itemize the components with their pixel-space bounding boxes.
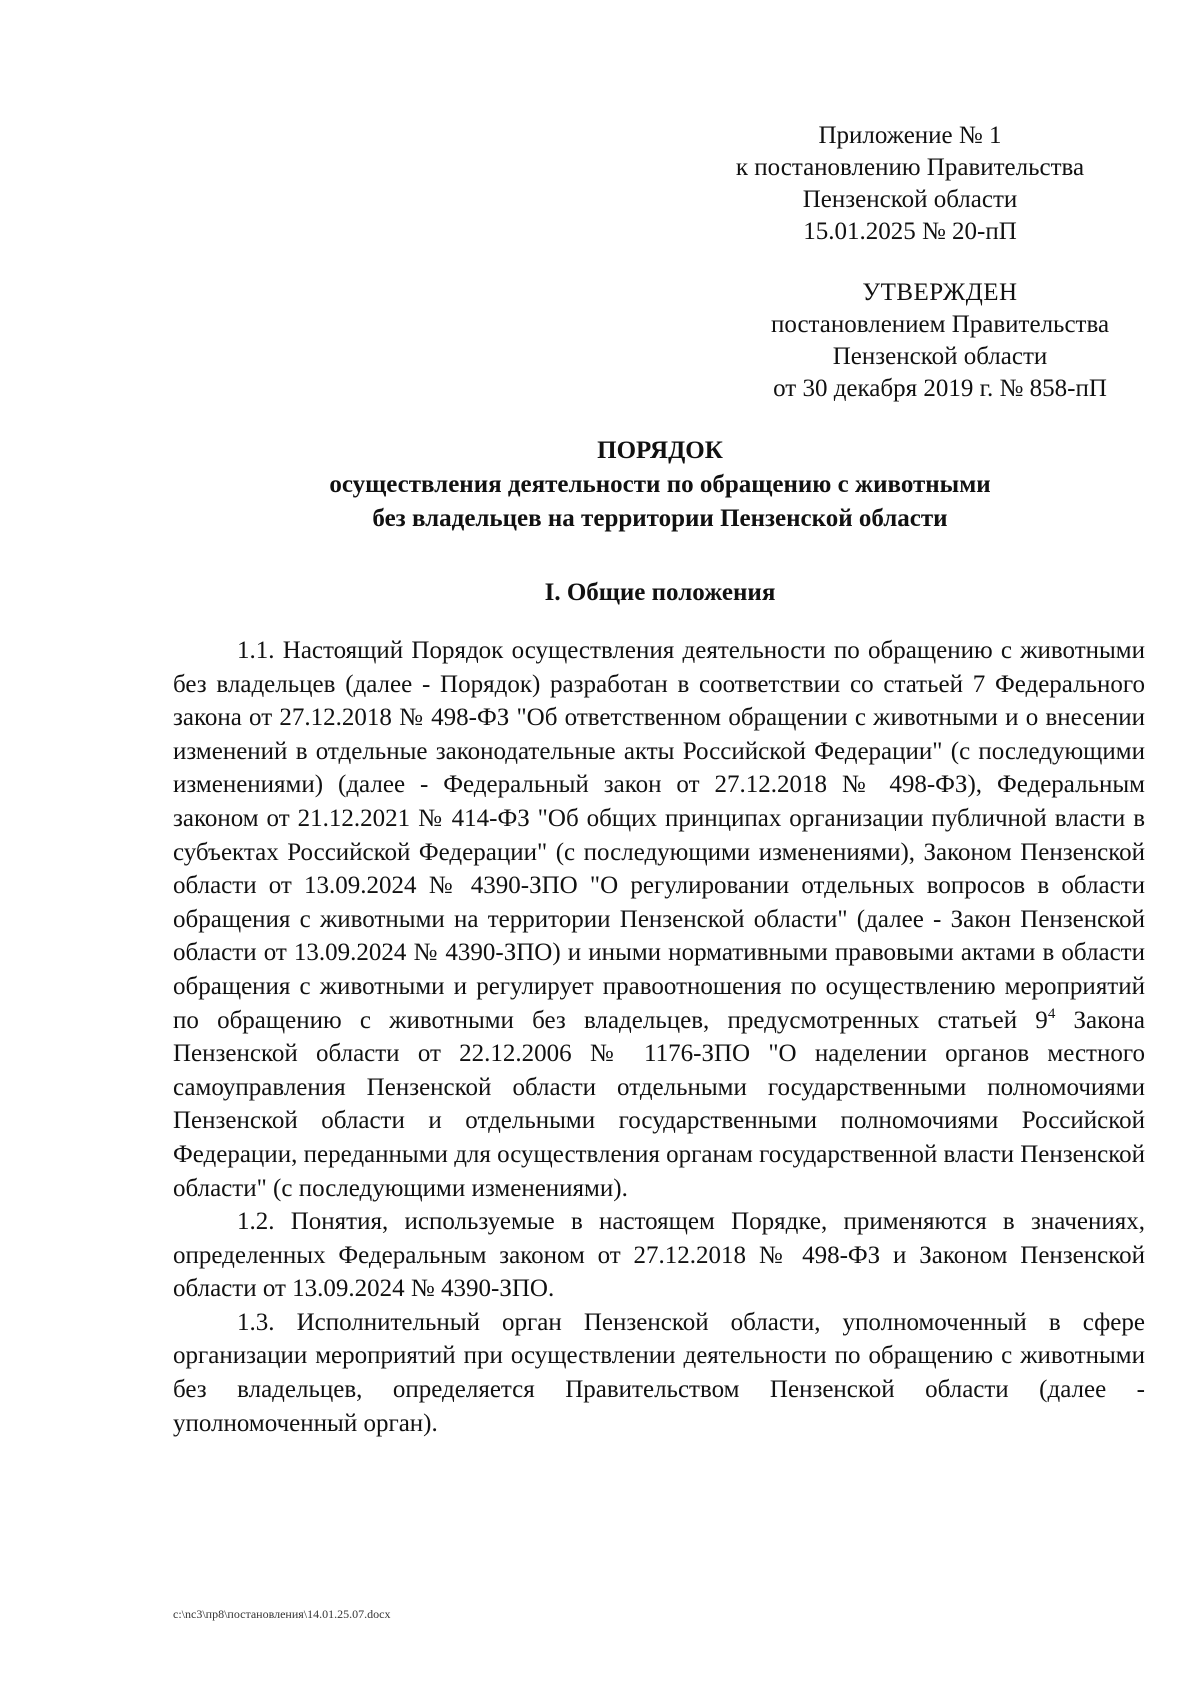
paragraph-1-1 xyxy=(173,634,1145,1205)
section-heading: I. Общие положения xyxy=(544,579,776,606)
footer-file-path: c:\nc3\пр8\постановления\14.01.25.07.docx xyxy=(173,1607,391,1621)
annex-line: Приложение № 1 xyxy=(818,122,1002,149)
approval-date-number: от 30 декабря 2019 г. № 858-пП xyxy=(773,375,1107,402)
annex-block xyxy=(700,120,1120,248)
title-line: ПОРЯДОК xyxy=(597,437,723,464)
approval-heading: УТВЕРЖДЕН xyxy=(862,279,1018,306)
paragraph-text: Закона Пензенской области от 22.12.2006 № 1176-ЗПО "О наделении органов местного самоуправления Пензенской области отдельными государственными полномочиями Пензенской области и отдельными государственными полномочиями Российской Федерации, переданными для осуществления органам государственной власти Пензенской области" (с последующими изменениями). xyxy=(173,1006,1145,1202)
superscript: 4 xyxy=(1047,1005,1056,1022)
annex-line: к постановлению Правительства xyxy=(735,154,1085,181)
annex-date-number: 15.01.2025 № 20-пП xyxy=(803,218,1017,245)
document-title xyxy=(175,434,1145,536)
paragraph-1-2: 1.2. Понятия, используемые в настоящем Порядке, применяются в значениях, определенных Федеральным законом от 27.12.2018 № 498-ФЗ и Законом Пензенской области от 13.09.2024 № 4390-ЗПО. xyxy=(173,1208,1145,1303)
approval-line: постановлением Правительства xyxy=(770,311,1110,338)
title-line: без владельцев на территории Пензенской области xyxy=(372,505,948,532)
approval-block xyxy=(730,277,1150,405)
paragraph-text: 1.1. Настоящий Порядок осуществления деятельности по обращению с животными без владельцев (далее - Порядок) разработан в соответствии со статьей 7 Федерального закона от 27.12.2018 № 498-ФЗ "Об ответственном обращении с животными и о внесении изменений в отдельные законодательные акты Российской Федерации" (с последующими изменениями) (далее - Федеральный закон от 27.12.2018 № 498-ФЗ), Федеральным законом от 21.12.2021 № 414-ФЗ "Об общих принципах организации публичной власти в субъектах Российской Федерации" (с последующими изменениями), Законом Пензенской области от 13.09.2024 № 4390-ЗПО "О регулировании отдельных вопросов в области обращения с животными на территории Пензенской области" (далее - Закон Пензенской области от 13.09.2024 № 4390-ЗПО) и иными нормативными правовыми актами в области обращения с животными и регулирует правоотношения по осуществлению мероприятий по обращению с животными без владельцев, предусмотренных статьей 9 xyxy=(173,637,1145,1034)
paragraph-1-3: 1.3. Исполнительный орган Пензенской области, уполномоченный в сфере организации мероприятий при осуществлении деятельности по обращению с животными без владельцев, определяется Правительством Пензенской области (далее - уполномоченный орган). xyxy=(173,1308,1145,1437)
annex-line: Пензенской области xyxy=(802,186,1018,213)
title-line: осуществления деятельности по обращению с животными xyxy=(329,471,991,498)
document-body xyxy=(173,634,1145,1440)
approval-line: Пензенской области xyxy=(832,343,1048,370)
